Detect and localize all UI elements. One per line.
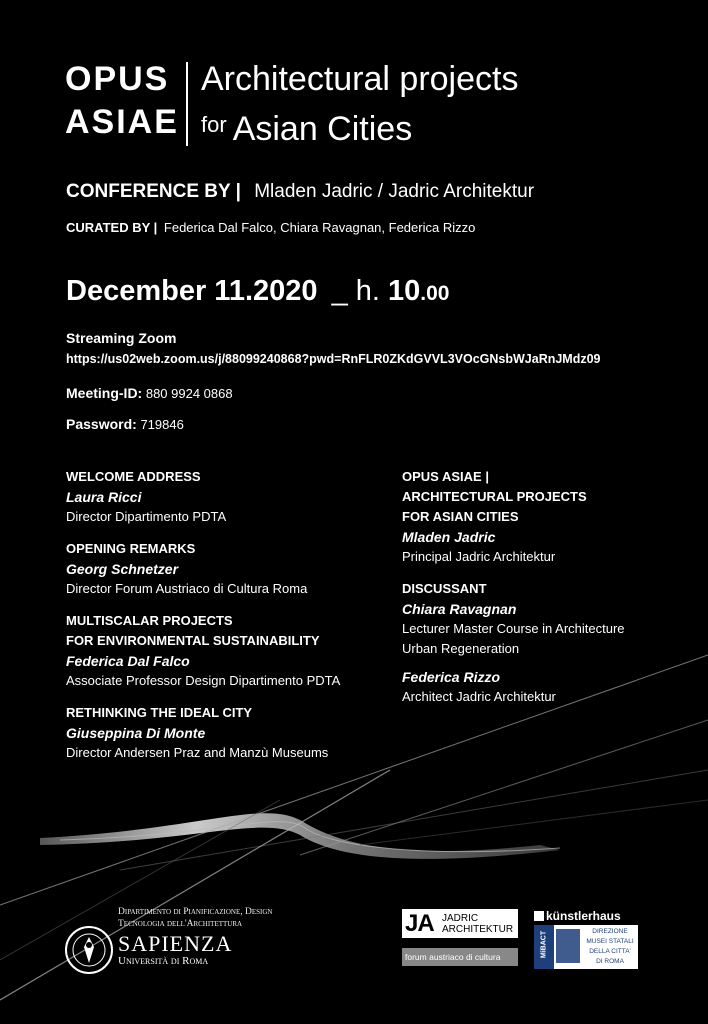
subtitle-for: for: [201, 112, 227, 137]
curated-value: Federica Dal Falco, Chiara Ravagnan, Federica Rizzo: [163, 220, 476, 235]
curated-label: CURATED BY |: [66, 220, 158, 235]
section-heading: OPUS ASIAE |: [402, 469, 489, 484]
kunstlerhaus-logo: [534, 909, 638, 923]
speaker-name: Federica Rizzo: [402, 669, 501, 685]
forum-austriaco-logo: forum austriaco di cultura: [402, 948, 518, 966]
section-heading: RETHINKING THE IDEAL CITY: [66, 705, 253, 720]
musei-emblem-icon: [556, 929, 580, 963]
sapienza-seal-icon: [64, 925, 114, 975]
speaker-role: Director Forum Austriaco di Cultura Roma: [66, 581, 308, 596]
section-heading: FOR ASIAN CITIES: [402, 509, 519, 524]
sapienza-logotype: SAPIENZA: [118, 931, 233, 956]
subtitle-line-1: Architectural projects: [201, 60, 519, 98]
ja-line-1: JADRIC: [442, 913, 479, 924]
password-value: 719846: [140, 417, 184, 432]
speaker-role: Associate Professor Design Dipartimento PDTA: [66, 673, 341, 688]
department-line-1: Dipartimento di Pianificazione, Design: [118, 907, 273, 917]
speaker-role: Director Andersen Praz and Manzù Museums: [66, 745, 329, 760]
ja-text: [442, 913, 513, 935]
conference-by: [66, 181, 534, 203]
meeting-label: Meeting-ID:: [66, 385, 143, 401]
event-date: [66, 275, 450, 308]
section-heading: MULTISCALAR PROJECTS: [66, 613, 233, 628]
ja-mark: JA: [405, 910, 434, 937]
title-subtitle: [201, 56, 518, 152]
speaker-role: Principal Jadric Architektur: [402, 549, 556, 564]
musei-line-4: DI ROMA: [596, 958, 624, 965]
streaming-label: Streaming Zoom: [66, 330, 177, 346]
kunstlerhaus-text: künstlerhaus: [546, 909, 621, 923]
sapienza-university: Università di Roma: [118, 955, 209, 967]
date-day: December 11.2020: [66, 275, 318, 307]
section-heading: WELCOME ADDRESS: [66, 469, 201, 484]
password-label: Password:: [66, 416, 137, 432]
meeting-value: 880 9924 0868: [145, 386, 233, 401]
kunstlerhaus-icon: [534, 911, 544, 921]
speaker-name: Georg Schnetzer: [66, 561, 179, 577]
speaker-role: Urban Regeneration: [402, 641, 520, 656]
section-heading: ARCHITECTURAL PROJECTS: [402, 489, 587, 504]
title-line-asiae: ASIAE: [65, 103, 179, 141]
department-name: [118, 906, 272, 930]
speaker-role: Lecturer Master Course in Architecture: [402, 621, 625, 636]
zoom-link[interactable]: https://us02web.zoom.us/j/88099240868?pwd=RnFLR0ZKdGVVL3VOcGNsbWJaRnJMdz09: [66, 352, 601, 366]
speaker-name: Mladen Jadric: [402, 529, 496, 545]
password: [66, 416, 184, 432]
title-line-opus: OPUS: [65, 60, 170, 98]
date-hour: 10: [388, 275, 421, 307]
jadric-architektur-logo: [402, 909, 518, 938]
curated-by: [66, 220, 475, 235]
program-right-column: [402, 467, 682, 707]
speaker-name: Giuseppina Di Monte: [66, 725, 206, 741]
musei-text: [584, 927, 636, 967]
meeting-id: [66, 385, 233, 401]
title-divider: [186, 62, 188, 146]
musei-line-1: DIREZIONE: [592, 928, 628, 935]
section-heading: FOR ENVIRONMENTAL SUSTAINABILITY: [66, 633, 320, 648]
date-minutes: .00: [420, 282, 450, 305]
title-opus-asiae: [65, 58, 179, 144]
speaker-role: Director Dipartimento PDTA: [66, 509, 227, 524]
conference-value: Mladen Jadric / Jadric Architektur: [254, 181, 535, 202]
section-heading: OPENING REMARKS: [66, 541, 196, 556]
speaker-name: Laura Ricci: [66, 489, 142, 505]
speaker-role: Architect Jadric Architektur: [402, 689, 556, 704]
date-sep: _ h.: [331, 275, 380, 307]
ja-line-2: ARCHITEKTUR: [442, 924, 514, 935]
musei-line-3: DELLA CITTA': [589, 948, 631, 955]
subtitle-line-2: Asian Cities: [232, 110, 413, 148]
mibact-text: MiBACT: [540, 930, 548, 959]
speaker-name: Federica Dal Falco: [66, 653, 190, 669]
musei-roma-logo: [534, 925, 638, 969]
department-line-2: Tecnologia dell'Architettura: [118, 919, 243, 929]
section-heading: DISCUSSANT: [402, 581, 487, 596]
conference-label: CONFERENCE BY |: [66, 181, 241, 202]
musei-line-2: MUSEI STATALI: [586, 938, 634, 945]
program-left-column: [66, 467, 386, 763]
speaker-name: Chiara Ravagnan: [402, 601, 517, 617]
